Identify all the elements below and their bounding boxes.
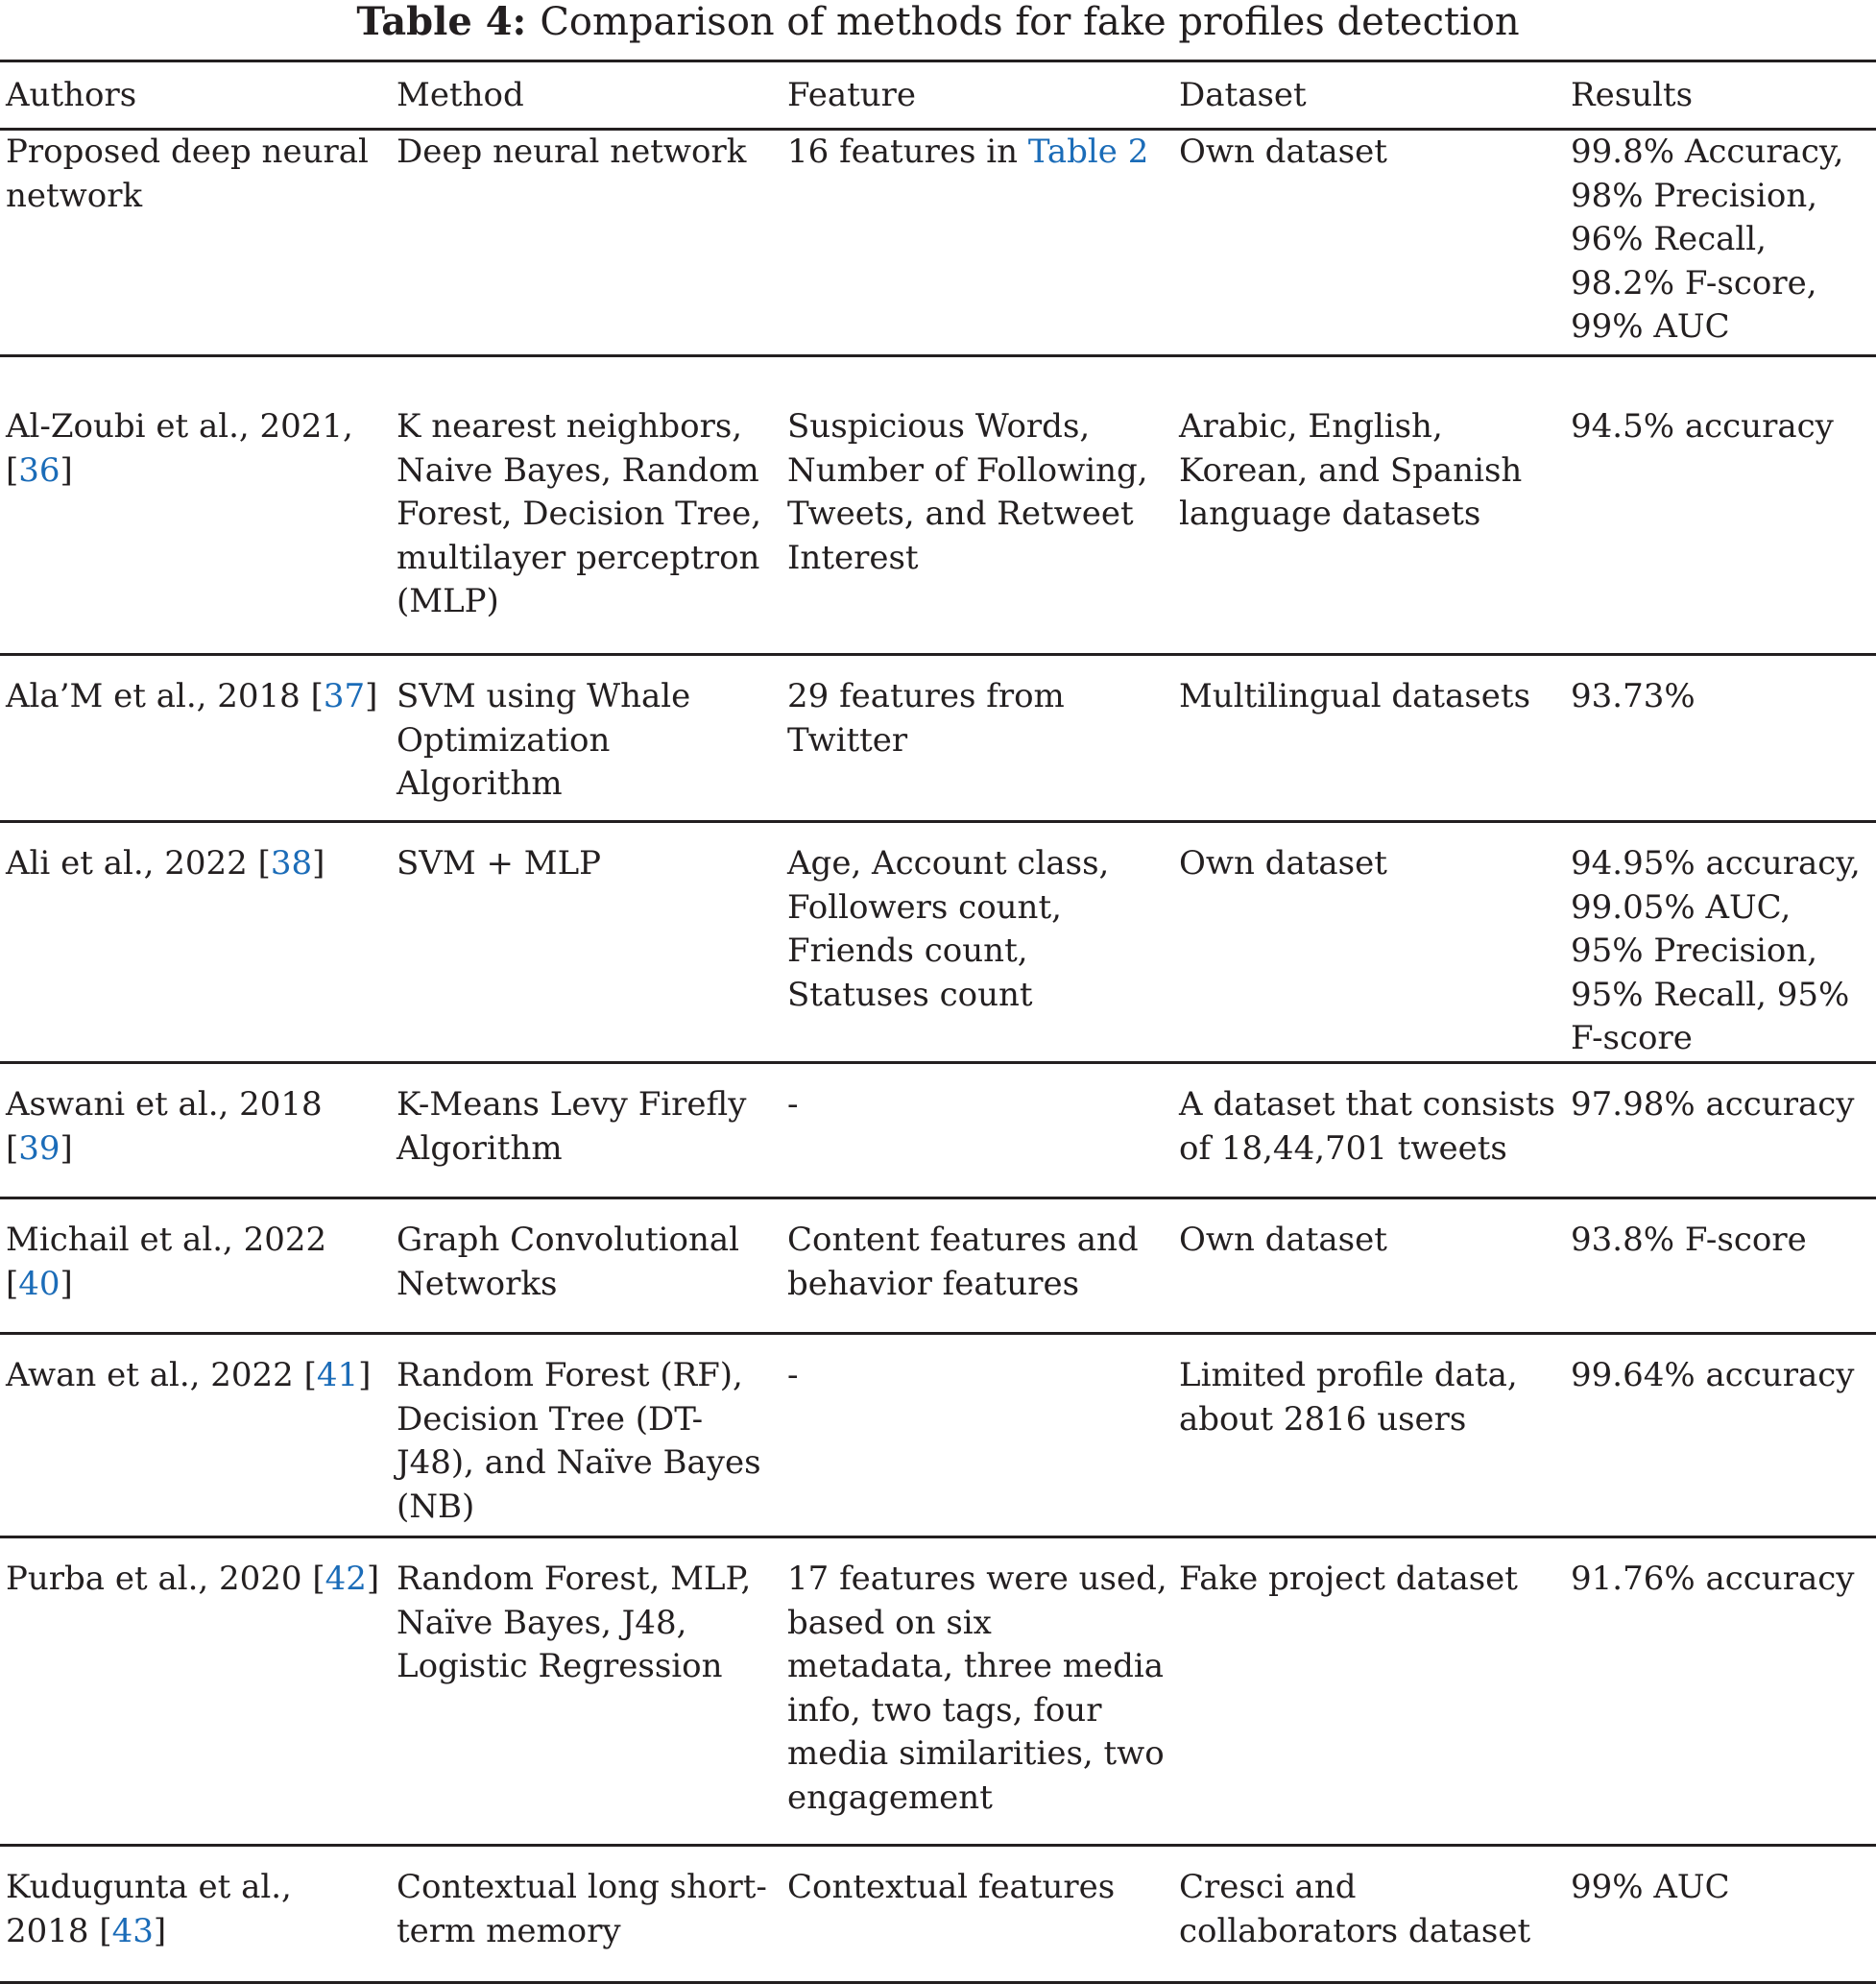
cell-dataset: Multilingual datasets <box>1179 677 1531 715</box>
cell-dataset: Own dataset <box>1179 844 1387 883</box>
cell-authors <box>0 1845 391 1982</box>
cell-method: Random Forest (RF), Decision Tree (DT-J48), and Naïve Bayes (NB) <box>397 1355 761 1526</box>
header-dataset: Dataset <box>1179 76 1307 114</box>
authors-bracket: ] <box>365 677 378 715</box>
cell-feature: Contextual features <box>787 1867 1116 1906</box>
table-row <box>0 655 1876 822</box>
authors-text: Awan et al., 2022 [ <box>6 1355 317 1394</box>
cell-authors <box>0 1333 391 1536</box>
authors-text: Ala’M et al., 2018 [ <box>6 677 324 715</box>
header-feature: Feature <box>787 76 917 114</box>
cell-feature: Suspicious Words, Number of Following, Tweets, and Retweet Interest <box>787 407 1148 577</box>
citation-link[interactable]: 39 <box>18 1128 60 1168</box>
table-header-row <box>0 61 1876 130</box>
cell-authors <box>0 1198 391 1333</box>
cell-results: 93.8% F-score <box>1571 1220 1807 1259</box>
cell-dataset: A dataset that consists of 18,44,701 tweets <box>1179 1084 1555 1168</box>
cell-dataset: Cresci and collaborators dataset <box>1179 1867 1531 1950</box>
cell-dataset: Own dataset <box>1179 1220 1387 1259</box>
cell-method: K nearest neighbors, Naive Bayes, Random Forest, Decision Tree, multilayer perceptron (MLP) <box>397 407 762 621</box>
cell-method: K-Means Levy Firefly Algorithm <box>397 1084 747 1168</box>
comparison-table-wrapper <box>0 60 1876 1984</box>
cell-method: Random Forest, MLP, Naïve Bayes, J48, Logistic Regression <box>397 1559 752 1686</box>
citation-link[interactable]: 41 <box>316 1355 359 1394</box>
cell-results: 91.76% accuracy <box>1571 1559 1855 1598</box>
caption-label: Table 4: <box>356 0 527 44</box>
table-row <box>0 356 1876 655</box>
feature-text: 16 features in <box>787 133 1028 171</box>
table-row <box>0 1845 1876 1982</box>
cell-results: 99.64% accuracy <box>1571 1355 1855 1394</box>
cell-method: SVM + MLP <box>397 844 602 883</box>
cell-feature: - <box>787 1084 799 1124</box>
authors-bracket: ] <box>60 450 73 490</box>
citation-link[interactable]: 40 <box>18 1264 60 1303</box>
authors-bracket: ] <box>312 844 325 883</box>
authors-bracket: ] <box>60 1264 73 1303</box>
authors-bracket: ] <box>60 1128 73 1168</box>
cell-dataset: Own dataset <box>1179 133 1387 171</box>
cell-authors <box>0 1536 391 1845</box>
cell-authors: Proposed deep neural network <box>6 133 369 215</box>
citation-link[interactable]: 42 <box>325 1559 367 1598</box>
cell-feature: Age, Account class, Followers count, Friends count, Statuses count <box>787 844 1110 1014</box>
cell-feature: - <box>787 1355 799 1394</box>
cell-method: Deep neural network <box>397 133 747 171</box>
header-authors: Authors <box>6 76 137 114</box>
cell-method: Graph Convolutional Networks <box>397 1220 740 1303</box>
table-row <box>0 822 1876 1063</box>
authors-bracket: ] <box>358 1355 372 1394</box>
table-row <box>0 1333 1876 1536</box>
authors-text: Michail et al., 2022 [ <box>6 1220 327 1303</box>
table-row <box>0 130 1876 356</box>
cell-results: 99% AUC <box>1571 1867 1730 1906</box>
cell-feature <box>782 130 1173 356</box>
table-caption <box>0 0 1876 56</box>
citation-link[interactable]: 37 <box>323 677 366 715</box>
cell-feature: 17 features were used, based on six metadata, three media info, two tags, four media similarities, two engagement <box>787 1559 1167 1817</box>
cell-dataset: Limited profile data, about 2816 users <box>1179 1355 1518 1439</box>
table-row <box>0 1062 1876 1198</box>
authors-text: Kudugunta et al., 2018 [ <box>6 1867 292 1950</box>
header-method: Method <box>397 76 524 114</box>
cell-dataset: Fake project dataset <box>1179 1559 1518 1598</box>
citation-link[interactable]: 38 <box>270 844 313 883</box>
table-reference-link[interactable]: Table 2 <box>1027 133 1149 171</box>
table-row <box>0 1198 1876 1333</box>
cell-results: 94.95% accuracy, 99.05% AUC, 95% Precision, 95% Recall, 95% F-score <box>1571 844 1861 1058</box>
cell-method: Contextual long short-term memory <box>397 1867 767 1950</box>
cell-results: 97.98% accuracy <box>1571 1084 1855 1124</box>
cell-dataset: Arabic, English, Korean, and Spanish language datasets <box>1179 407 1523 534</box>
table-row <box>0 1536 1876 1845</box>
cell-results: 94.5% accuracy <box>1571 407 1834 446</box>
cell-authors <box>0 356 391 655</box>
cell-authors <box>0 1062 391 1198</box>
authors-text: Al-Zoubi et al., 2021, [ <box>6 407 353 490</box>
citation-link[interactable]: 36 <box>18 450 60 490</box>
authors-bracket: ] <box>366 1559 380 1598</box>
cell-authors <box>0 655 391 822</box>
caption-text: Comparison of methods for fake profiles detection <box>540 0 1520 44</box>
cell-results: 99.8% Accuracy, 98% Precision, 96% Recall, 98.2% F-score, 99% AUC <box>1571 133 1844 347</box>
authors-text: Aswani et al., 2018 [ <box>6 1084 323 1168</box>
cell-feature: Content features and behavior features <box>787 1220 1139 1303</box>
cell-results: 93.73% <box>1571 677 1696 715</box>
cell-feature: 29 features from Twitter <box>787 677 1065 760</box>
comparison-table <box>0 60 1876 1984</box>
citation-link[interactable]: 43 <box>111 1911 154 1950</box>
cell-method: SVM using Whale Optimization Algorithm <box>397 677 691 804</box>
authors-text: Ali et al., 2022 [ <box>6 844 271 883</box>
authors-bracket: ] <box>153 1911 167 1950</box>
header-results: Results <box>1571 76 1694 114</box>
cell-authors <box>0 822 391 1063</box>
authors-text: Purba et al., 2020 [ <box>6 1559 325 1598</box>
